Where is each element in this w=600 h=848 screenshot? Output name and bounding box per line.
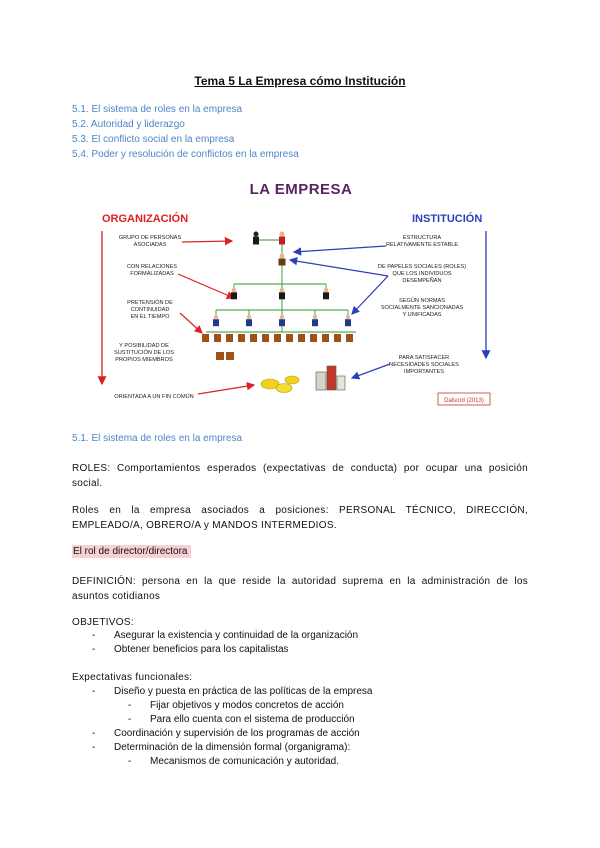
right-label: NECESIDADES SOCIALES <box>389 362 459 368</box>
director-heading: El rol de director/directora <box>72 545 191 558</box>
right-label: Y UNIFICADAS <box>402 312 442 318</box>
right-label: PARA SATISFACER <box>398 355 450 361</box>
page-title: Tema 5 La Empresa cómo Institución <box>194 74 406 88</box>
left-label: CON RELACIONES <box>126 264 178 270</box>
credit-text: Dalsord (2013) <box>444 398 484 404</box>
right-label: IMPORTANTES <box>404 369 444 375</box>
list-item: - Obtener beneficios para los capitalistas <box>92 643 358 657</box>
left-label: CONTINUIDAD <box>130 307 170 313</box>
right-label: SOCIALMENTE SANCIONADAS <box>380 305 464 311</box>
diagram-title: LA EMPRESA <box>249 181 353 198</box>
left-label: FORMALIZADAS <box>130 271 174 277</box>
objetivos-heading: OBJETIVOS: <box>72 617 134 628</box>
definicion-paragraph: DEFINICIÓN: persona en la que reside la autoridad suprema en la administración de los asuntos cotidianos <box>72 576 528 602</box>
substitute-workers <box>216 352 234 360</box>
institucion-header: INSTITUCIÓN <box>412 213 483 225</box>
right-label: ESTRUCTURA <box>402 235 442 241</box>
table-of-contents <box>72 102 299 162</box>
right-label: SEGÚN NORMAS <box>399 298 445 304</box>
left-label: EN EL TIEMPO <box>130 314 170 320</box>
left-label: GRUPO DE PERSONAS <box>118 235 182 241</box>
left-label: SUSTITUCIÓN DE LOS <box>114 350 174 356</box>
red-arrow <box>178 274 234 298</box>
expectativas-list <box>92 685 372 769</box>
blue-arrow <box>294 246 386 252</box>
list-item: - Asegurar la existencia y continuidad de la organización <box>92 629 358 643</box>
blue-arrow <box>352 364 390 378</box>
red-arrow <box>180 313 202 333</box>
toc-item-5-2[interactable]: 5.2. Autoridad y liderazgo <box>72 119 185 130</box>
list-subitem: - Fijar objetivos y modos concretos de acción <box>128 699 372 713</box>
roles-positions-paragraph: Roles en la empresa asociados a posiciones: PERSONAL TÉCNICO, DIRECCIÓN, EMPLEADO/A, OBRERO/A y MANDOS INTERMEDIOS. <box>72 505 528 531</box>
toc-item-5-3[interactable]: 5.3. El conflicto social en la empresa <box>72 134 235 145</box>
left-label: Y POSIBILIDAD DE <box>119 343 169 349</box>
right-label: DESEMPEÑAN <box>402 278 442 284</box>
left-label: PROPIOS MIEMBROS <box>115 357 173 363</box>
red-arrow <box>198 385 254 394</box>
blue-arrow <box>290 260 388 276</box>
objetivos-list <box>92 629 358 657</box>
list-subitem: - Mecanismos de comunicación y autoridad. <box>128 755 372 769</box>
right-label: RELATIVAMENTE ESTABLE <box>385 242 459 248</box>
organizacion-header: ORGANIZACIÓN <box>102 213 189 225</box>
buildings-icon <box>316 366 345 390</box>
toc-item-5-4[interactable]: 5.4. Poder y resolución de conflictos en la empresa <box>72 149 299 160</box>
right-label: QUE LOS INDIVIDUOS <box>392 271 452 277</box>
workers-row <box>202 334 353 342</box>
left-label: ASOCIADAS <box>133 242 167 248</box>
left-label: ORIENTADA A UN FIN COMÚN <box>114 394 194 400</box>
list-item: - Coordinación y supervisión de los programas de acción <box>92 727 372 741</box>
expectativas-heading: Expectativas funcionales: <box>72 672 193 683</box>
list-subitem: - Para ello cuenta con el sistema de producción <box>128 713 372 727</box>
roles-paragraph: ROLES: Comportamientos esperados (expectativas de conducta) por ocupar una posición social. <box>72 463 528 489</box>
right-label: DE PAPELES SOCIALES (ROLES) <box>377 264 467 270</box>
left-label: PRETENSIÓN DE <box>127 300 173 306</box>
list-item: - Determinación de la dimensión formal (organigrama): <box>92 741 372 755</box>
red-arrow <box>182 241 232 242</box>
coins-icon <box>261 376 299 393</box>
toc-item-5-1[interactable]: 5.1. El sistema de roles en la empresa <box>72 104 243 115</box>
la-empresa-diagram <box>94 176 508 416</box>
section-heading-5-1[interactable]: 5.1. El sistema de roles en la empresa <box>72 433 243 444</box>
list-item: - Diseño y puesta en práctica de las políticas de la empresa <box>92 685 372 699</box>
